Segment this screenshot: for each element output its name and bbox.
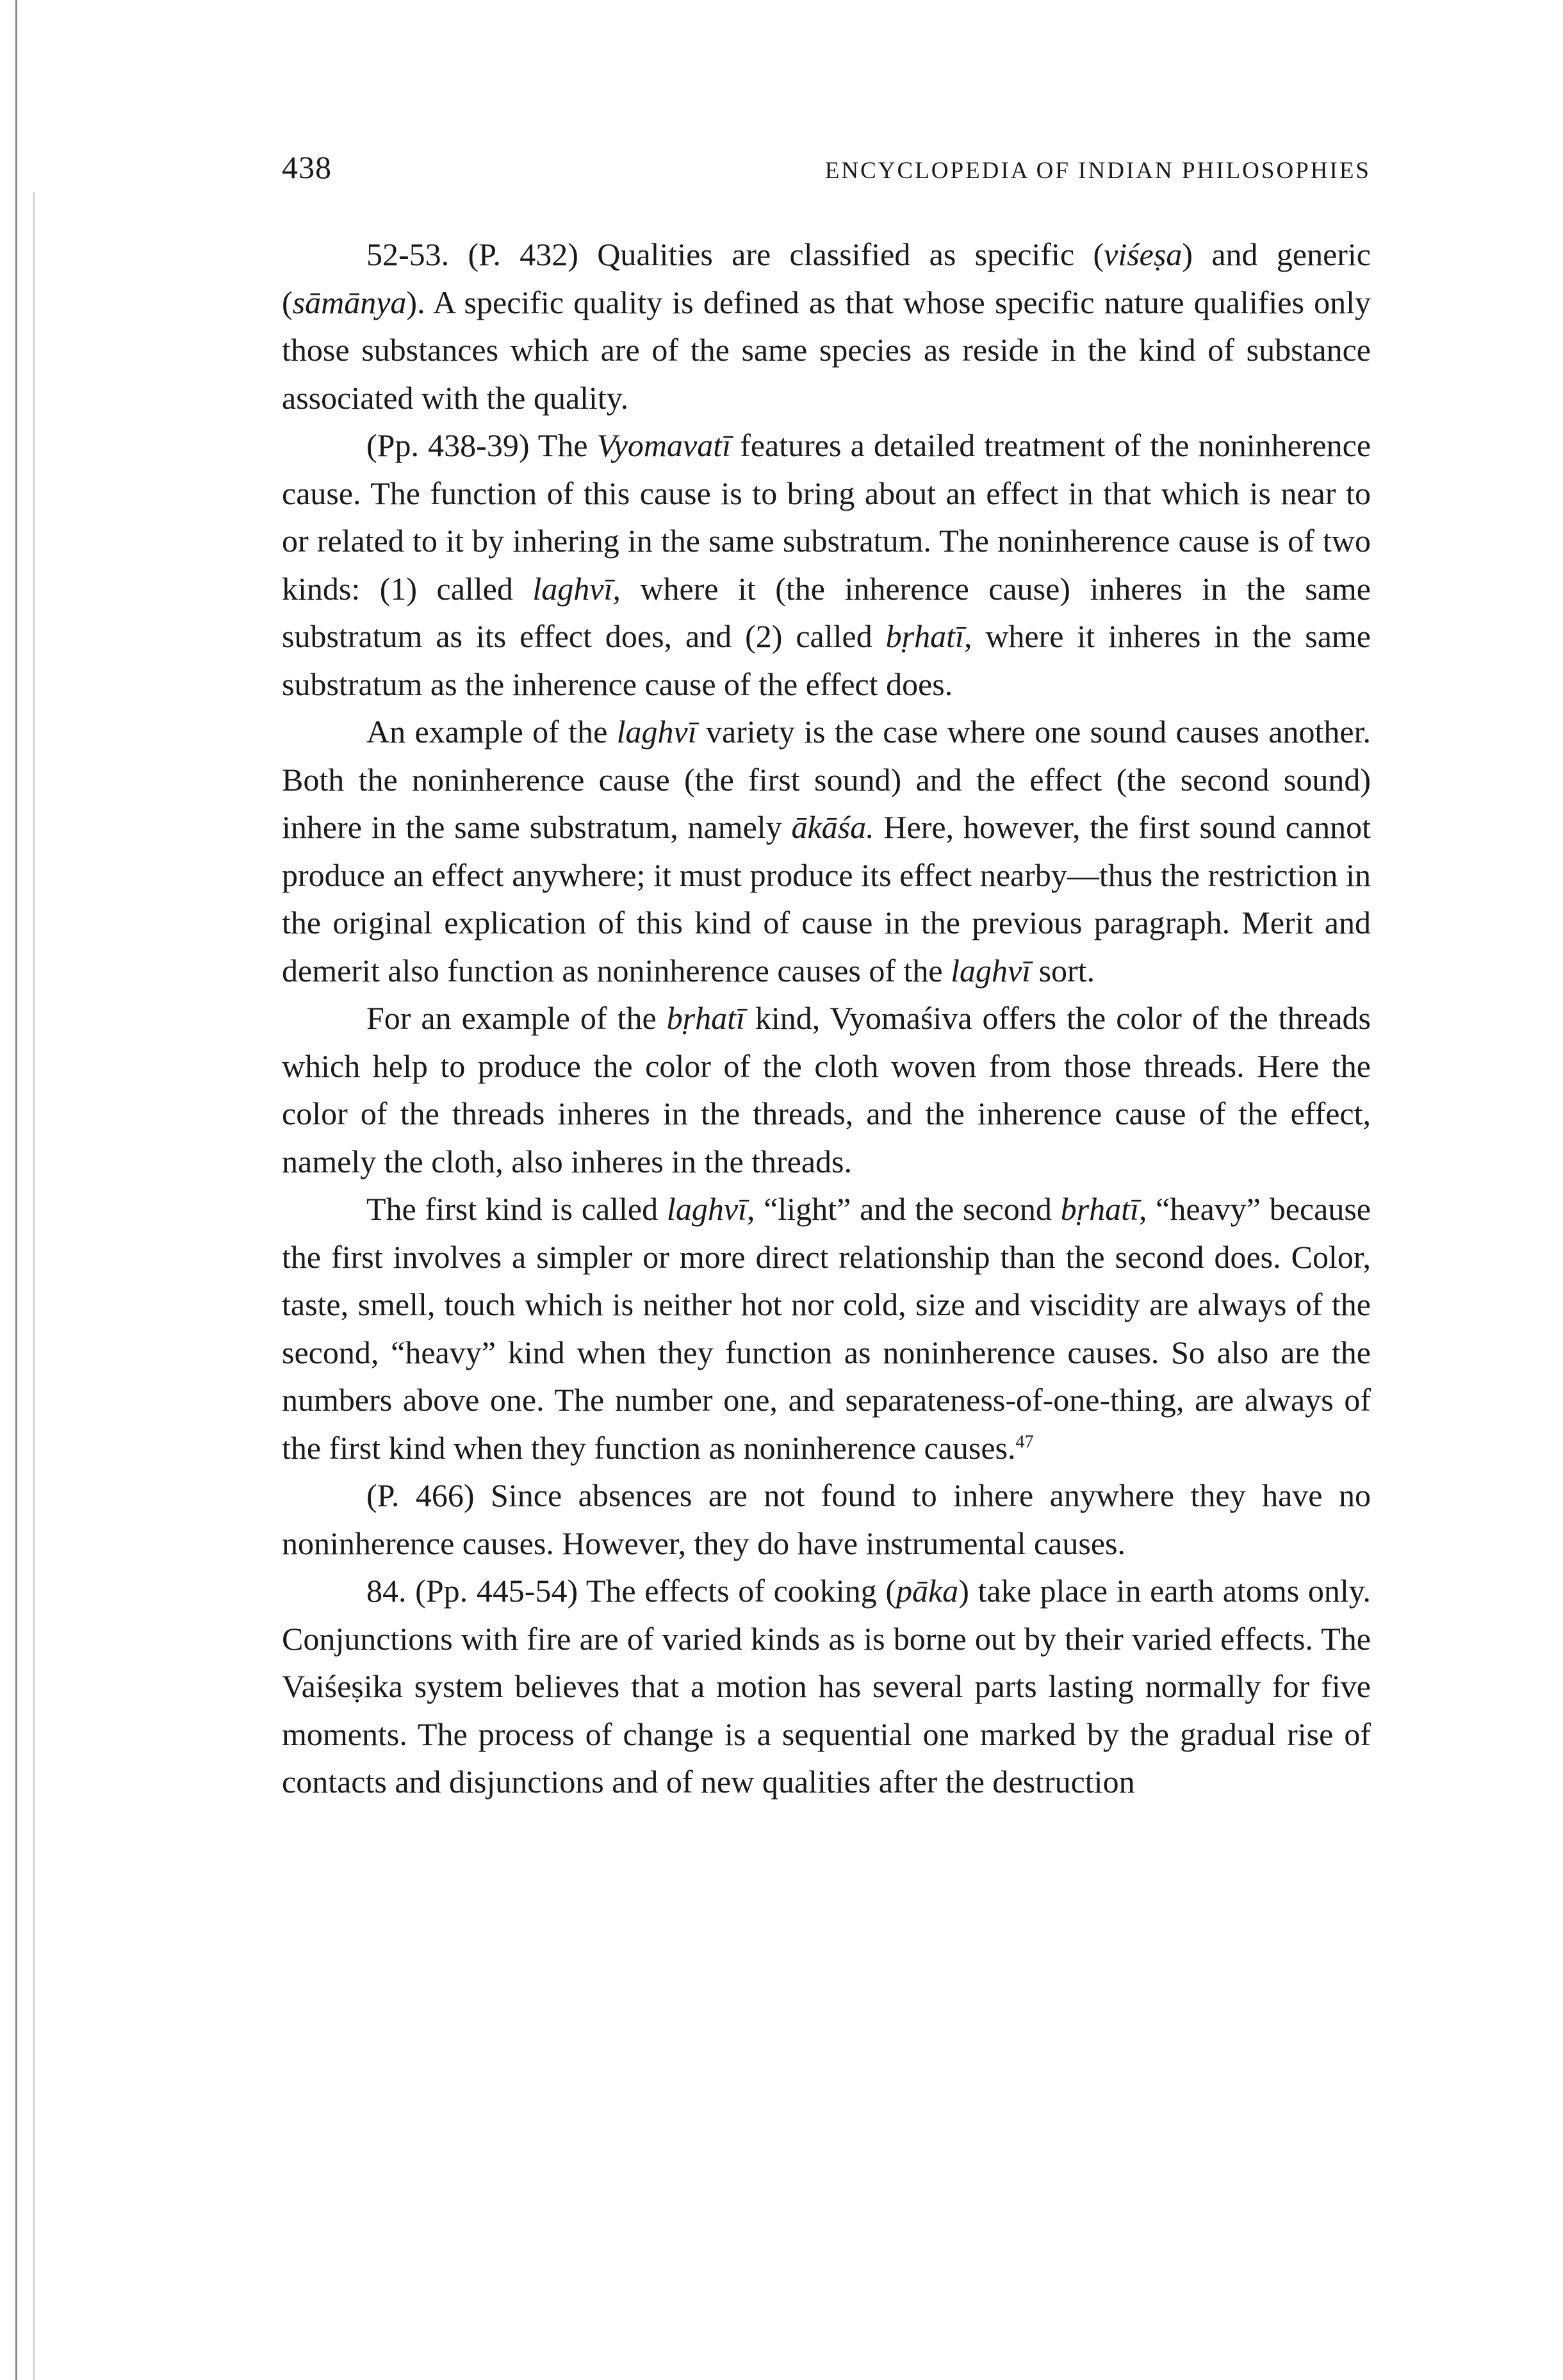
paragraph-p7: 84. (Pp. 445-54) The effects of cooking (pāka) take place in earth atoms only. Conjunctions with fire are of varied kinds as is borne out by their varied effects. The Vaiśeṣika system believes that a motion has several parts lasting normally for five moments. The process of change is a sequential one marked by the gradual rise of contacts and disjunctions and of new qualities after the destruction — [282, 1573, 1371, 1800]
paragraph-p3: An example of the laghvī variety is the case where one sound causes another. Both the noninherence cause (the first sound) and the effect (the second sound) inhere in the same substratum, namely ākāśa. Here, however, the first sound cannot produce an effect anywhere; it must produce its effect nearby—thus the restriction in the original explication of this kind of cause in the previous paragraph. Merit and demerit also function as noninherence causes of the laghvī sort. — [282, 714, 1371, 989]
book-page — [282, 149, 1371, 1806]
page-number: 438 — [282, 149, 332, 185]
paragraph-p6: (P. 466) Since absences are not found to inhere anywhere they have no noninherence causes. However, they do have instrumental causes. — [282, 1477, 1371, 1561]
page-header — [282, 149, 1371, 186]
page-body — [282, 231, 1371, 1806]
running-head: ENCYCLOPEDIA OF INDIAN PHILOSOPHIES — [824, 158, 1371, 184]
paragraph-p2: (Pp. 438-39) The Vyomavatī features a detailed treatment of the noninherence cause. The function of this cause is to bring about an effect in that which is near to or related to it by inhering in the same substratum. The noninherence cause is of two kinds: (1) called laghvī, where it (the inherence cause) inheres in the same substratum as its effect does, and (2) called bṛhatī, where it inheres in the same substratum as the inherence cause of the effect does. — [282, 427, 1371, 702]
paragraph-p1: 52-53. (P. 432) Qualities are classified as specific (viśeṣa) and generic (sāmānya). A specific quality is defined as that whose specific nature qualifies only those substances which are of the same species as reside in the kind of substance associated with the quality. — [282, 236, 1371, 416]
scan-gutter-line — [33, 192, 35, 2380]
paragraph-p5: The first kind is called laghvī, “light” and the second bṛhatī, “heavy” because the first involves a simpler or more direct relationship than the second does. Color, taste, smell, touch which is neither hot nor cold, size and viscidity are always of the second, “heavy” kind when they function as noninherence causes. So also are the numbers above one. The number one, and separateness-of-one-thing, are always of the first kind when they function as noninherence causes.$^{47}$ — [282, 1191, 1371, 1466]
paragraph-p4: For an example of the bṛhatī kind, Vyomaśiva offers the color of the threads which help to produce the color of the cloth woven from those threads. Here the color of the threads inheres in the threads, and the inherence cause of the effect, namely the cloth, also inheres in the threads. — [282, 1000, 1371, 1179]
scan-page-edge — [15, 0, 17, 2380]
